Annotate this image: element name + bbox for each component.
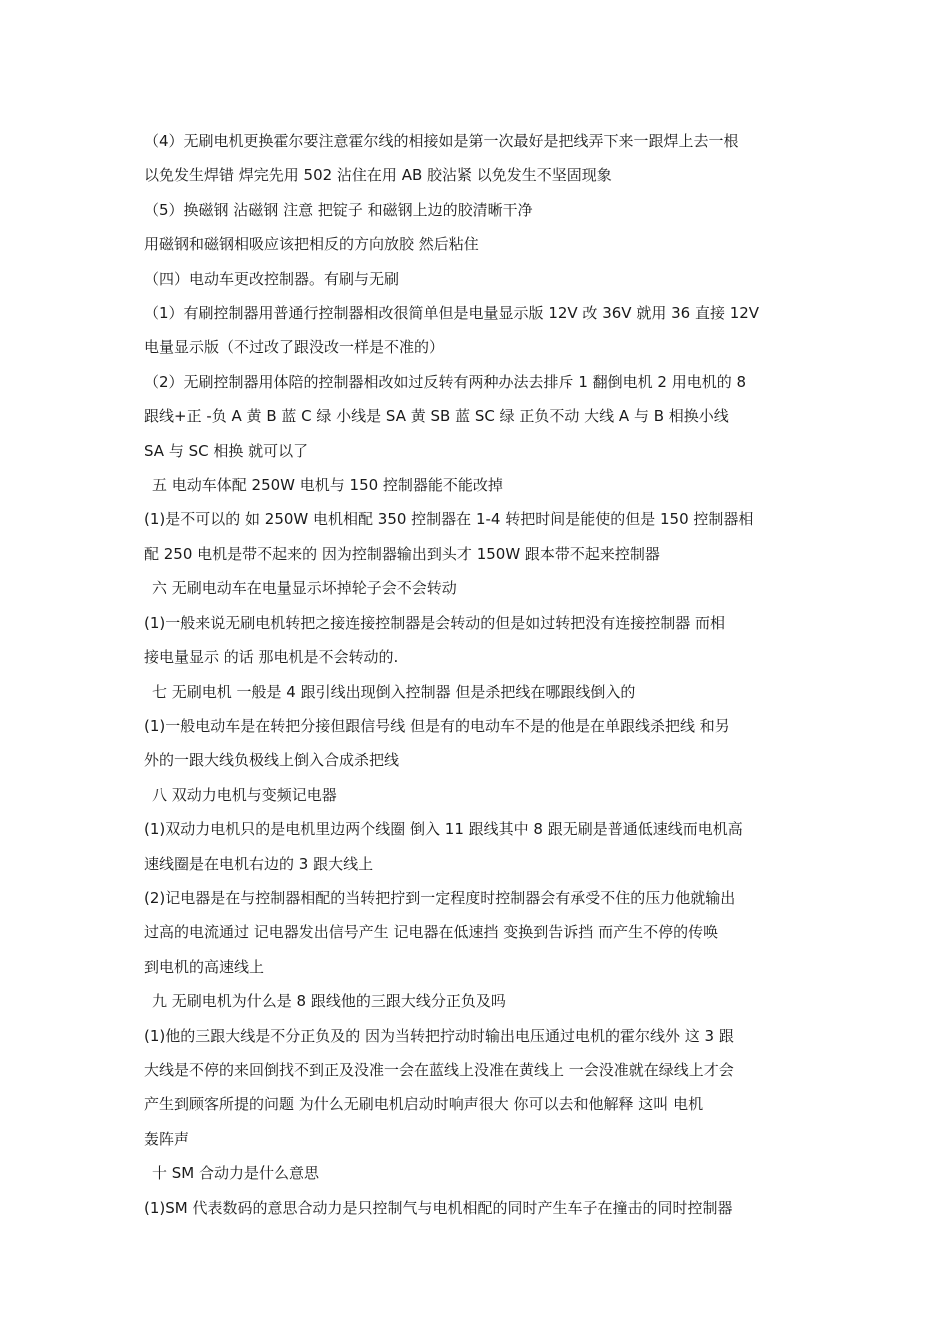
document-body [144,124,812,1225]
section-heading: 九 无刷电机为什么是 8 跟线他的三跟大线分正负及吗 [152,992,506,1011]
text-line: (2)记电器是在与控制器相配的当转把拧到一定程度时控制器会有承受不住的压力他就输出 [144,888,736,907]
text-line: (1)一般电动车是在转把分接但跟信号线 但是有的电动车不是的他是在单跟线杀把线 和另 [144,716,730,735]
section-heading: 五 电动车体配 250W 电机与 150 控制器能不能改掉 [152,476,503,495]
section-heading: 七 无刷电机 一般是 4 跟引线出现倒入控制器 但是杀把线在哪跟线倒入的 [152,682,636,701]
text-line: 用磁钢和磁钢相吸应该把相反的方向放胶 然后粘住 [144,235,479,254]
text-line: 速线圈是在电机右边的 3 跟大线上 [144,854,374,873]
text-line: (1)是不可以的 如 250W 电机相配 350 控制器在 1-4 转把时间是能使的但是 150 控制器相 [144,510,754,529]
section-heading: 八 双动力电机与变频记电器 [152,785,337,804]
text-line: (1)一般来说无刷电机转把之接连接控制器是会转动的但是如过转把没有连接控制器 而相 [144,613,726,632]
text-line: 大线是不停的来回倒找不到正及没准一会在蓝线上没准在黄线上 一会没准就在绿线上才会 [144,1060,734,1079]
text-line: （4）无刷电机更换霍尔要注意霍尔线的相接如是第一次最好是把线弄下来一跟焊上去一根 [144,132,739,150]
text-line: （5）换磁钢 沾磁钢 注意 把锭子 和磁钢上边的胶清晰干净 [144,200,533,219]
text-line: SA 与 SC 相换 就可以了 [144,441,309,460]
text-line: 产生到顾客所提的问题 为什么无刷电机启动时响声很大 你可以去和他解释 这叫 电机 [144,1095,704,1114]
text-line: 过高的电流通过 记电器发出信号产生 记电器在低速挡 变换到告诉挡 而产生不停的传唤 [144,923,719,942]
text-line: (1)他的三跟大线是不分正负及的 因为当转把拧动时输出电压通过电机的霍尔线外 这 3 跟 [144,1026,734,1045]
text-line: 轰阵声 [144,1129,190,1148]
text-line: 配 250 电机是带不起来的 因为控制器输出到头才 150W 跟本带不起来控制器 [144,544,660,563]
section-heading: 十 SM 合动力是什么意思 [152,1164,320,1183]
text-line: 到电机的高速线上 [144,957,265,976]
text-line: (1)双动力电机只的是电机里边两个线圈 倒入 11 跟线其中 8 跟无刷是普通低速线而电机高 [144,820,743,839]
text-line: (1)SM 代表数码的意思合动力是只控制气与电机相配的同时产生车子在撞击的同时控制器 [144,1198,733,1217]
section-heading: 六 无刷电动车在电量显示坏掉轮子会不会转动 [152,579,457,598]
text-line: （四）电动车更改控制器。有刷与无刷 [144,269,400,288]
text-line: （1）有刷控制器用普通行控制器相改很简单但是电量显示版 12V 改 36V 就用 36 直接 12V [144,304,760,323]
text-line: 外的一跟大线负极线上倒入合成杀把线 [144,751,400,770]
text-line: 电量显示版（不过改了跟没改一样是不准的） [144,338,445,357]
text-line: 接电量显示 的话 那电机是不会转动的. [144,648,399,667]
text-line: 跟线+正 -负 A 黄 B 蓝 C 绿 小线是 SA 黄 SB 蓝 SC 绿 正负不动 大线 A 与 B 相换小线 [144,407,729,426]
text-line: 以免发生焊错 焊完先用 502 沾住在用 AB 胶沾紧 以免发生不坚固现象 [144,166,612,185]
text-line: （2）无刷控制器用体陪的控制器相改如过反转有两种办法去排斥 1 翻倒电机 2 用电机的 8 [144,372,747,391]
